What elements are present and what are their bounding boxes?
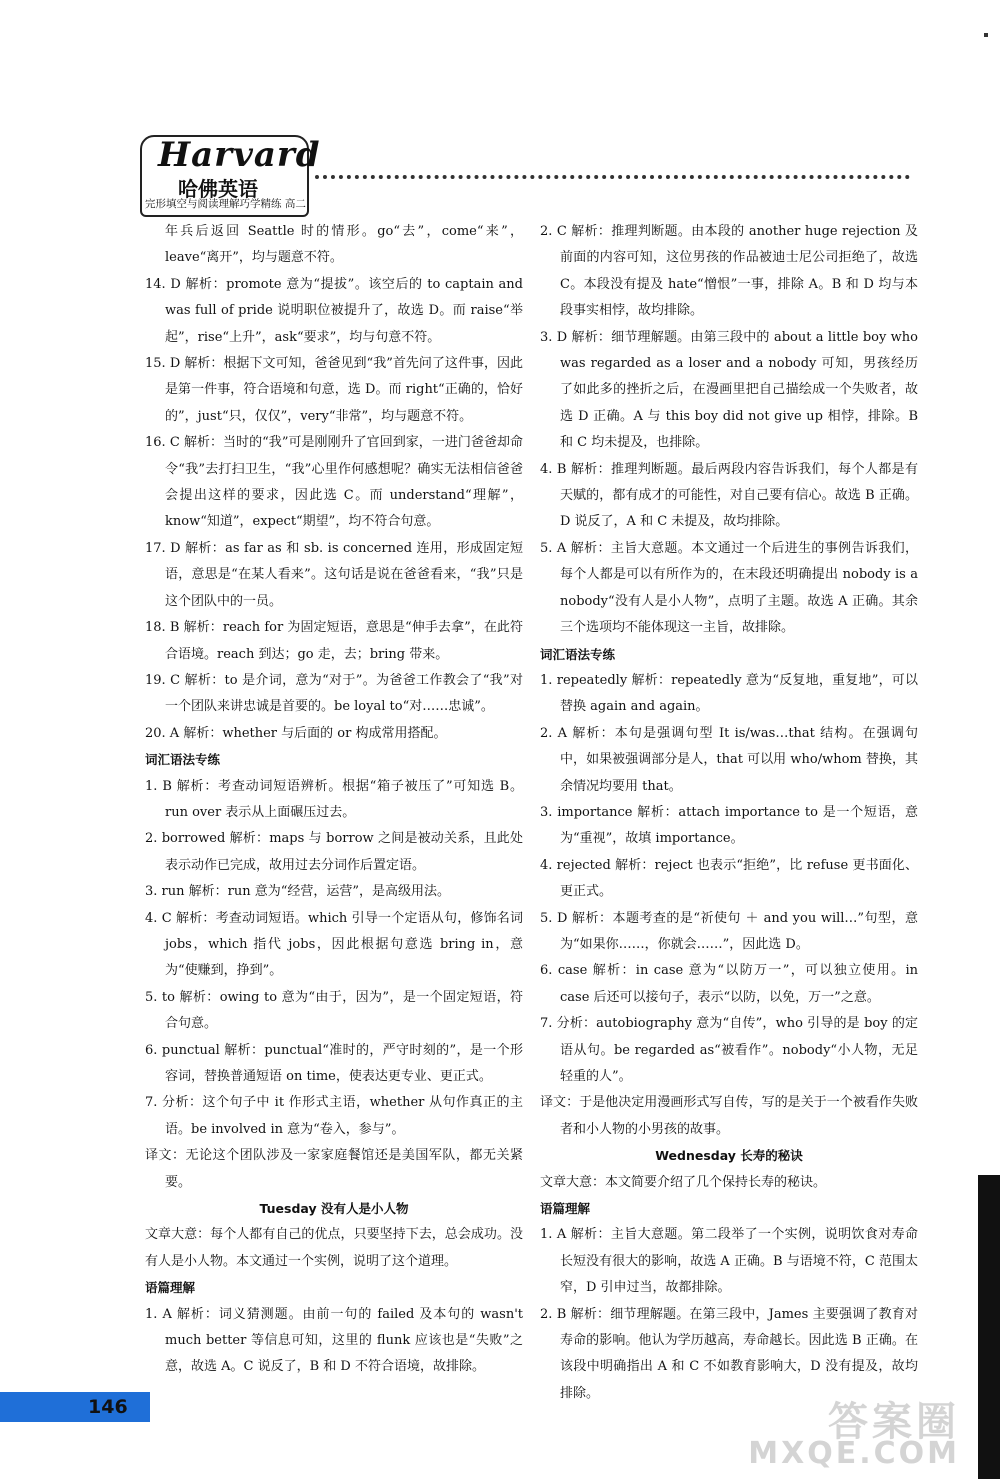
page-header: [140, 135, 910, 215]
answer-item: 2. A 解析：本句是强调句型 It is/was…that 结构。在强调句中，如果被强调部分是人，that 可以用 who/whom 替换，其余情况均要用 that。: [540, 725, 918, 794]
answer-item: 1. A 解析：词义猜测题。由前一句的 failed 及本句的 wasn't much better 等信息可知，这里的 flunk 应该也是“失败”之意，故选 A。C 说反了，B 和 D 不符合语境，故排除。: [145, 1306, 523, 1375]
day-title: Tuesday 没有人是小人物: [259, 1201, 409, 1217]
answer-item: 5. D 解析：本题考查的是“祈使句 ＋ and you will…”句型，意为“如果你……，你就会……”，因此选 D。: [540, 910, 918, 952]
answer-item: 6. punctual 解析：punctual“准时的，严守时刻的”，是一个形容词，替换普通短语 on time，使表达更专业、更正式。: [145, 1042, 523, 1084]
answer-item: 4. B 解析：推理判断题。最后两段内容告诉我们，每个人都是有天赋的，都有成才的可能性，对自己要有信心。故选 B 正确。D 说反了，A 和 C 未提及，故均排除。: [540, 461, 918, 530]
answer-item: 17. D 解析：as far as 和 sb. is concerned 连用，形成固定短语，意思是“在某人看来”。这句话是说在爸爸看来，“我”只是这个团队中的一员。: [145, 540, 523, 609]
answer-item: 3. importance 解析：attach importance to 是一个短语，意为“重视”，故填 importance。: [540, 804, 918, 847]
answer-item: 4. C 解析：考查动词短语。which 引导一个定语从句，修饰名词 jobs，which 指代 jobs，因此根据句意选 bring in，意为“使赚到，挣到”。: [145, 910, 523, 979]
section-heading: 词汇语法专练: [145, 752, 221, 768]
answer-item: 1. repeatedly 解析：repeatedly 意为“反复地，重复地”，可以替换 again and again。: [540, 672, 918, 715]
page-number: 146: [88, 1396, 128, 1418]
answer-item: 1. A 解析：主旨大意题。第二段举了一个实例，说明饮食对寿命长短没有很大的影响，故选 A 正确。B 与语境不符，C 范围太窄，D 引申过当，故都排除。: [540, 1227, 918, 1296]
logo-subtitle: 完形填空与阅读理解巧学精练 高二: [145, 198, 306, 210]
harvard-logo: [140, 135, 321, 217]
answer-item: 20. A 解析：whether 与后面的 or 构成常用搭配。: [145, 725, 447, 741]
answer-item: 文章大意：本文简要介绍了几个保持长寿的秘诀。: [540, 1174, 827, 1190]
answer-item: 2. B 解析：细节理解题。在第三段中，James 主要强调了教育对寿命的影响。他认为学历越高，寿命越长。因此选 B 正确。在该段中明确指出 A 和 C 不如教育影响大，D 没有提及，故均排除。: [540, 1306, 918, 1401]
watermark-url: MXQE.COM: [748, 1436, 960, 1471]
answer-item: 6. case 解析：in case 意为“以防万一”，可以独立使用。in case 后还可以接句子，表示“以防，以免，万一”之意。: [540, 963, 918, 1005]
logo-title: Harvard: [158, 135, 321, 175]
answer-item: 1. B 解析：考查动词短语辨析。根据“箱子被压了”可知选 B。run over 表示从上面碾压过去。: [145, 778, 523, 820]
answer-item: 译文：于是他决定用漫画形式写自传，写的是关于一个被看作失败者和小人物的小男孩的故事。: [540, 1095, 918, 1137]
section-heading: 语篇理解: [540, 1201, 591, 1217]
watermark-logo: 答案圈: [828, 1399, 960, 1445]
answer-item: 7. 分析：autobiography 意为“自传”，who 引导的是 boy 的定语从句。be regarded as“被看作”。nobody“小人物，无足轻重的人”。: [540, 1016, 918, 1084]
side-edge-bar: [978, 1175, 1000, 1479]
answer-item: 14. D 解析：promote 意为“提拔”。该空后的 to captain and was full of pride 说明职位被提升了，故选 D。而 raise“举起”，rise“上升”，ask“要求”，均与句意不符。: [145, 276, 523, 345]
answer-item: 2. borrowed 解析：maps 与 borrow 之间是被动关系，且此处表示动作已完成，故用过去分词作后置定语。: [145, 831, 523, 873]
answer-item: 年兵后返回 Seattle 时的情形。go“去”，come“来”，leave“离开”，均与题意不符。: [165, 224, 523, 266]
answer-item: 4. rejected 解析：reject 也表示“拒绝”，比 refuse 更书面化、更正式。: [540, 857, 918, 900]
header-dotted-rule: [315, 175, 910, 179]
answer-item: 15. D 解析：根据下文可知，爸爸见到“我”首先问了这件事，因此是第一件事，符合语境和句意，选 D。而 right“正确的，恰好的”，just“只，仅仅”，very“非常”，均与题意不符。: [145, 356, 523, 424]
answer-item: 2. C 解析：推理判断题。由本段的 another huge rejection 及前面的内容可知，这位男孩的作品被迪士尼公司拒绝了，故选 C。本段没有提及 hate“憎恨”一事，排除 A。B 和 D 均与本段事实相悖，故均排除。: [540, 224, 918, 319]
answer-item: 18. B 解析：reach for 为固定短语，意思是“伸手去拿”，在此符合语境。reach 到达；go 走，去；bring 带来。: [145, 620, 523, 662]
answer-item: 译文：无论这个团队涉及一家家庭餐馆还是美国军队，都无关紧要。: [145, 1148, 523, 1190]
section-heading: 词汇语法专练: [540, 646, 616, 662]
day-title: Wednesday 长寿的秘诀: [655, 1148, 803, 1164]
answer-item: 5. to 解析：owing to 意为“由于，因为”，是一个固定短语，符合句意。: [145, 989, 523, 1032]
logo-chinese-title: 哈佛英语: [178, 177, 258, 201]
answer-item: 7. 分析：这个句子中 it 作形式主语，whether 从句作真正的主语。be involved in 意为“卷入，参与”。: [145, 1095, 523, 1137]
right-column: [540, 219, 918, 1407]
section-heading: 语篇理解: [145, 1280, 196, 1296]
answer-item: 文章大意：每个人都有自己的优点，只要坚持下去，总会成功。没有人是小人物。本文通过一个实例，说明了这个道理。: [145, 1227, 523, 1269]
answer-item: 3. run 解析：run 意为“经营，运营”，是高级用法。: [145, 884, 451, 900]
answer-item: 5. A 解析：主旨大意题。本文通过一个后进生的事例告诉我们，每个人都是可以有所作为的，在末段还明确提出 nobody is a nobody“没有人是小人物”，点明了主题。故选 A 正确。其余三个选项均不能体现这一主旨，故排除。: [540, 540, 918, 636]
answer-item: 19. C 解析：to 是介词，意为“对于”。为爸爸工作教会了“我”对一个团队来讲忠诚是首要的。be loyal to“对……忠诚”。: [145, 672, 523, 715]
left-column: [145, 219, 523, 1381]
answer-item: 16. C 解析：当时的“我”可是刚刚升了官回到家，一进门爸爸却命令“我”去打扫卫生，“我”心里作何感想呢？确实无法相信爸爸会提出这样的要求，因此选 C。而 understand“理解”，know“知道”，expect“期望”，均不符合句意。: [145, 435, 523, 530]
answer-item: 3. D 解析：细节理解题。由第三段中的 about a little boy who was regarded as a loser and a nobody 可知，男孩经历了如此多的挫折之后，在漫画里把自己描绘成一个失败者，故选 D 正确。A 与 this boy did not give up 相悖，排除。B 和 C 均未提及，也排除。: [540, 329, 918, 451]
top-mark: [984, 33, 988, 37]
